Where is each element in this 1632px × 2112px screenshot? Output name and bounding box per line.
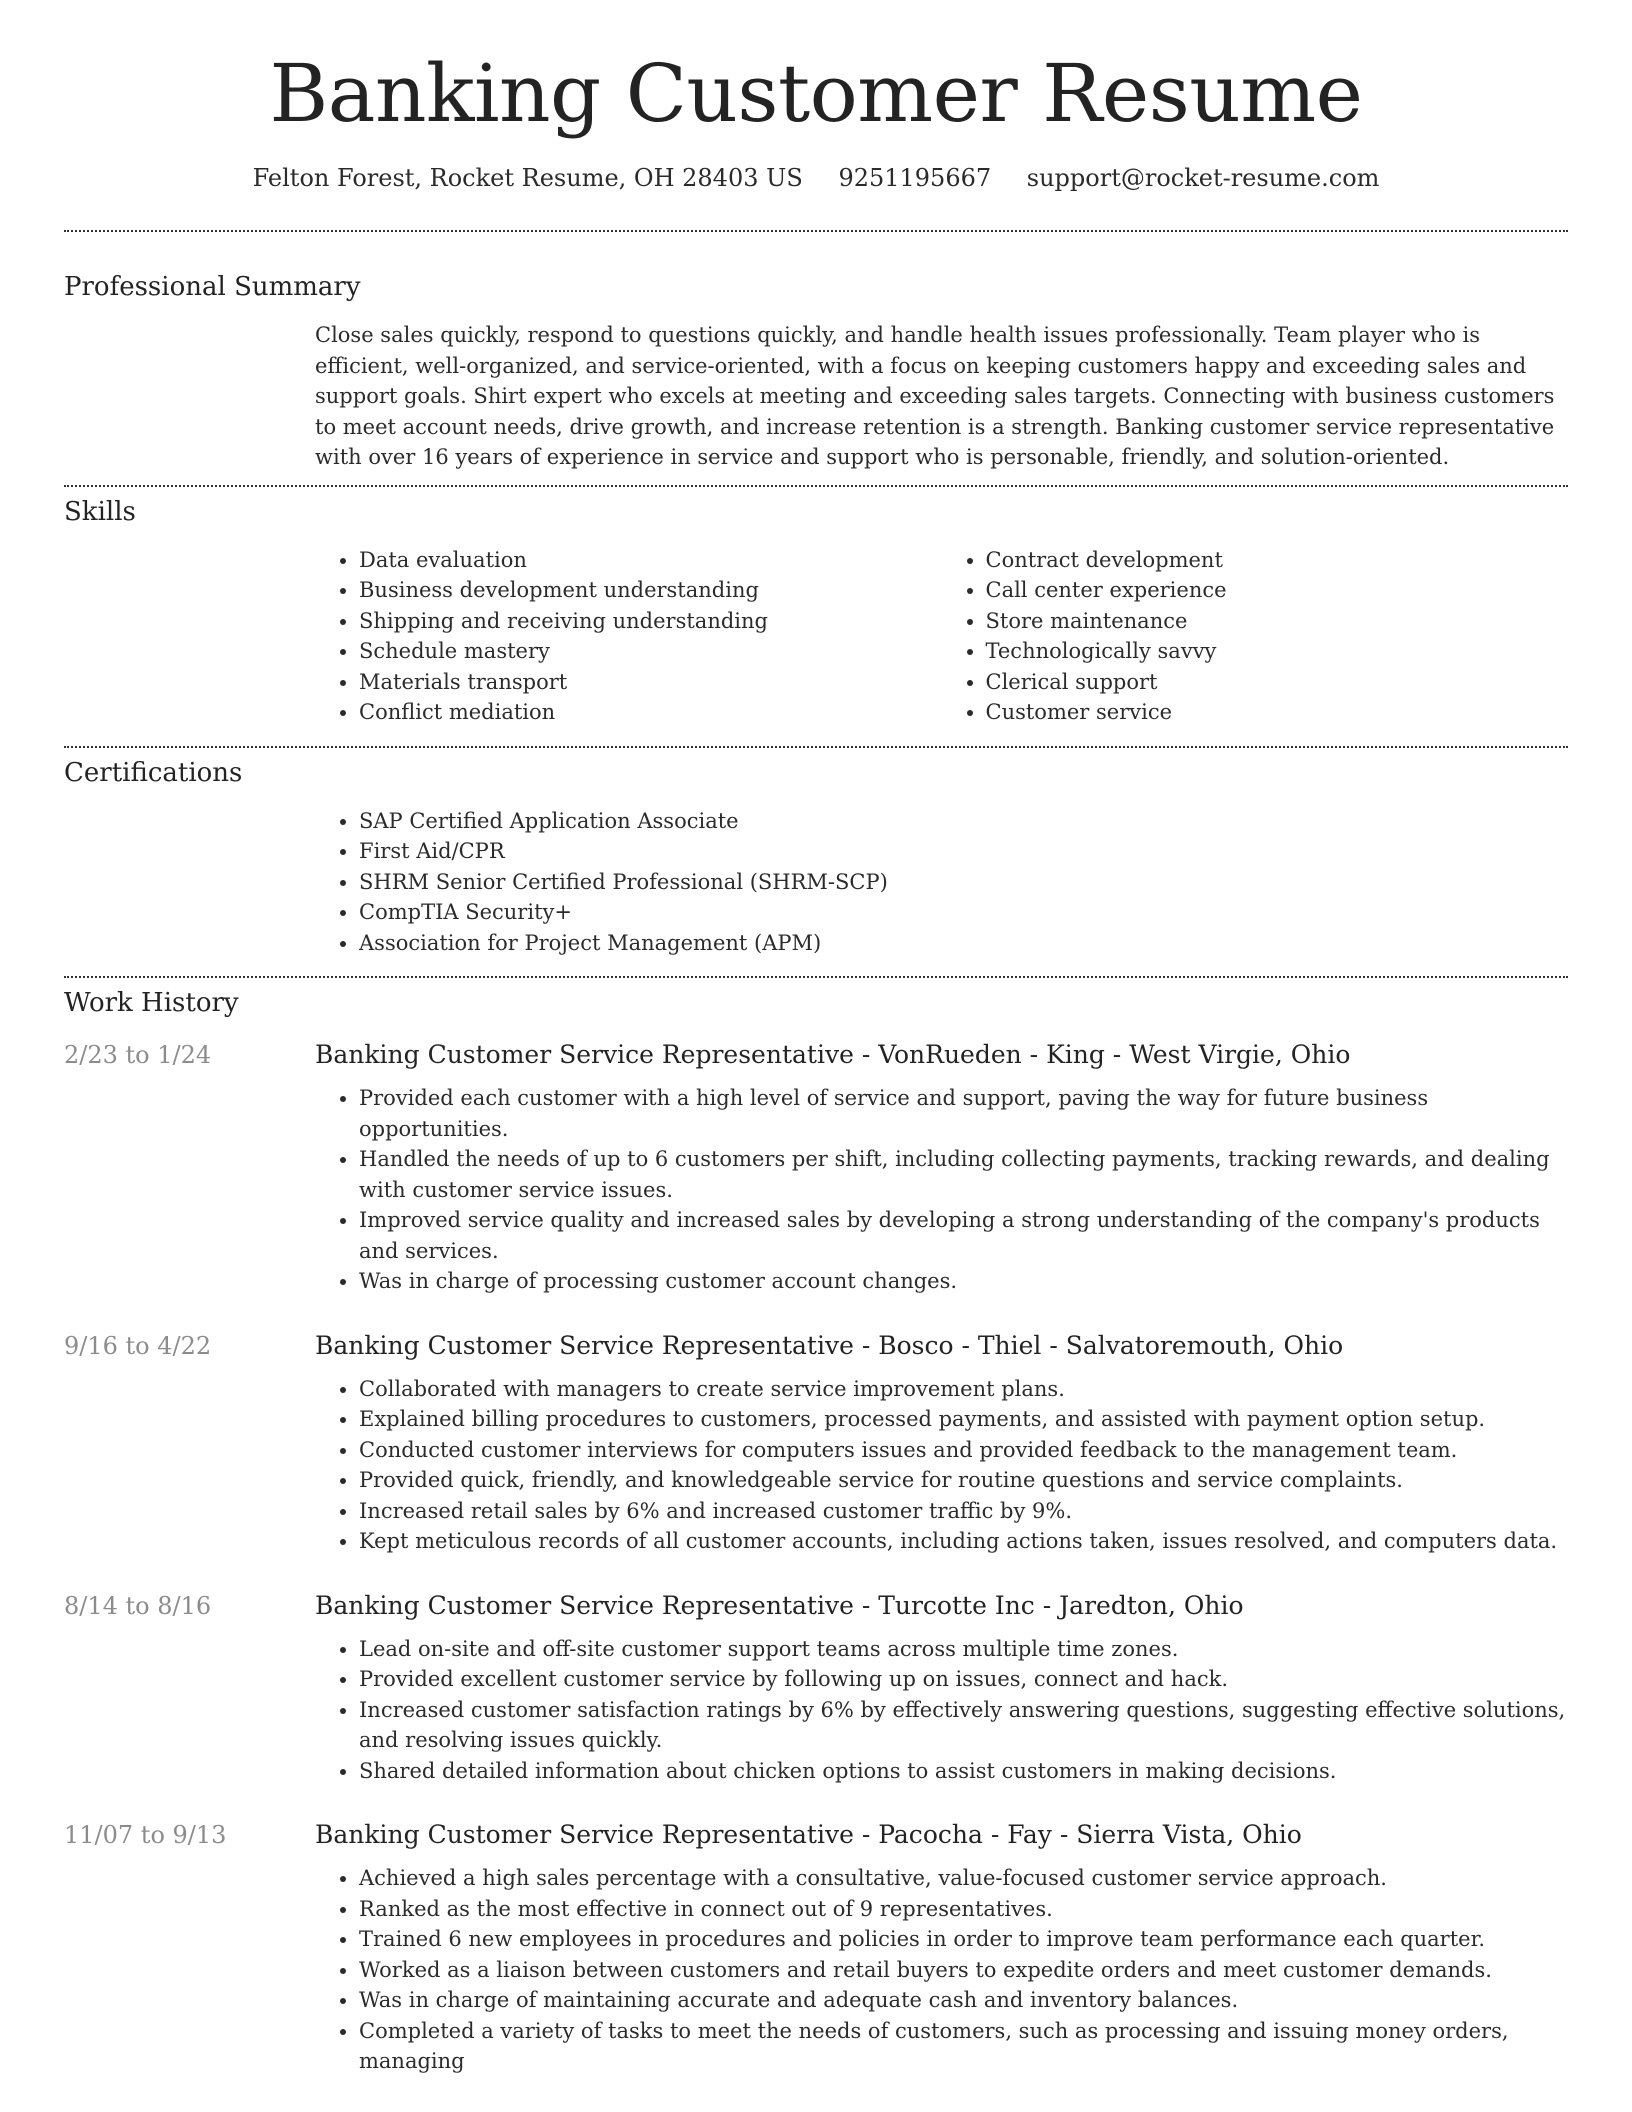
certifications-section	[64, 748, 1568, 959]
job-bullet: • Handled the needs of up to 6 customers per shift, including collecting payments, tracking rewards, and dealing with customer service issues.	[359, 1144, 1568, 1205]
job-entry	[64, 1331, 1568, 1557]
job-bullets	[315, 1634, 1568, 1787]
job-bullet: • Conducted customer interviews for computers issues and provided feedback to the management team.	[359, 1435, 1568, 1466]
skill-item: • Clerical support	[986, 667, 1569, 698]
job-bullet: • Improved service quality and increased sales by developing a strong understanding of the company's products and services.	[359, 1205, 1568, 1266]
job-bullet: • Increased customer satisfaction ratings by 6% by effectively answering questions, suggesting effective solutions, and resolving issues quickly.	[359, 1695, 1568, 1756]
job-dates: 11/07 to 9/13	[64, 1821, 227, 1849]
skill-item: • Technologically savvy	[986, 636, 1569, 667]
summary-section	[64, 232, 1568, 473]
contact-phone: 9251195667	[838, 164, 992, 192]
job-header	[64, 1040, 1568, 1069]
job-entry	[64, 1591, 1568, 1787]
job-bullet: • Worked as a liaison between customers and retail buyers to expedite orders and meet customer demands.	[359, 1955, 1568, 1986]
resume-page	[64, 0, 1568, 2077]
resume-title: Banking Customer Resume	[269, 47, 1363, 140]
job-bullet: • Was in charge of processing customer account changes.	[359, 1266, 1568, 1297]
skill-item: • Customer service	[986, 697, 1569, 728]
job-bullet: • Provided excellent customer service by following up on issues, connect and hack.	[359, 1664, 1568, 1695]
job-bullets	[315, 1863, 1568, 2077]
contact-line	[64, 164, 1568, 192]
summary-heading: Professional Summary	[64, 272, 361, 302]
job-bullet: • Was in charge of maintaining accurate and adequate cash and inventory balances.	[359, 1985, 1568, 2016]
skill-item: • Store maintenance	[986, 606, 1569, 637]
certification-item: • CompTIA Security+	[359, 897, 1568, 928]
job-bullet: • Completed a variety of tasks to meet the needs of customers, such as processing and issuing money orders, managing	[359, 2016, 1568, 2077]
job-bullet: • Shared detailed information about chicken options to assist customers in making decisions.	[359, 1756, 1568, 1787]
job-title: Banking Customer Service Representative - Pacocha - Fay - Sierra Vista, Ohio	[315, 1820, 1302, 1849]
skills-column-right	[942, 545, 1569, 728]
certifications-heading: Certifications	[64, 757, 243, 788]
skill-item: • Business development understanding	[359, 575, 942, 606]
job-header	[64, 1331, 1568, 1360]
skills-list	[315, 545, 1568, 728]
job-bullet: • Collaborated with managers to create service improvement plans.	[359, 1374, 1568, 1405]
job-bullets	[315, 1083, 1568, 1297]
job-bullet: • Ranked as the most effective in connect out of 9 representatives.	[359, 1894, 1568, 1925]
job-dates: 9/16 to 4/22	[64, 1331, 212, 1360]
skill-item: • Schedule mastery	[359, 636, 942, 667]
job-bullet: • Lead on-site and off-site customer support teams across multiple time zones.	[359, 1634, 1568, 1665]
job-title: Banking Customer Service Representative - VonRueden - King - West Virgie, Ohio	[315, 1040, 1351, 1069]
summary-body	[315, 320, 1568, 473]
certification-item: • SAP Certified Application Associate	[359, 806, 1568, 837]
job-header	[64, 1820, 1568, 1849]
resume-header	[64, 0, 1568, 192]
skills-section	[64, 487, 1568, 728]
job-bullet: • Provided quick, friendly, and knowledgeable service for routine questions and service complaints.	[359, 1465, 1568, 1496]
job-dates: 8/14 to 8/16	[64, 1591, 212, 1620]
skill-item: • Data evaluation	[359, 545, 942, 576]
skills-column-left	[315, 545, 942, 728]
job-bullet: • Provided each customer with a high level of service and support, paving the way for future business opportunities.	[359, 1083, 1568, 1144]
job-header	[64, 1591, 1568, 1620]
certifications-list	[315, 806, 1568, 959]
certification-item: • SHRM Senior Certified Professional (SHRM-SCP)	[359, 867, 1568, 898]
certification-item: • First Aid/CPR	[359, 836, 1568, 867]
summary-text: Close sales quickly, respond to questions quickly, and handle health issues professionally. Team player who is efficient, well-organized, and service-oriented, with a focus on keeping customers happy and exceeding sales and support goals. Shirt expert who excels at meeting and exceeding sales targets. Connecting with business customers to meet account needs, drive growth, and increase retention is a strength. Banking customer service representative with over 16 years of experience in service and support who is personable, friendly, and solution-oriented.	[315, 323, 1555, 469]
job-bullet: • Kept meticulous records of all customer accounts, including actions taken, issues resolved, and computers data.	[359, 1526, 1568, 1557]
skill-item: • Materials transport	[359, 667, 942, 698]
job-bullet: • Achieved a high sales percentage with a consultative, value-focused customer service approach.	[359, 1863, 1568, 1894]
job-bullet: • Trained 6 new employees in procedures and policies in order to improve team performance each quarter.	[359, 1924, 1568, 1955]
skill-item: • Conflict mediation	[359, 697, 942, 728]
work-section	[64, 978, 1568, 2077]
job-bullet: • Increased retail sales by 6% and increased customer traffic by 9%.	[359, 1496, 1568, 1527]
job-title: Banking Customer Service Representative - Bosco - Thiel - Salvatoremouth, Ohio	[315, 1330, 1344, 1360]
contact-email: support@rocket-resume.com	[1026, 164, 1380, 192]
job-bullets	[315, 1374, 1568, 1557]
skill-item: • Contract development	[986, 545, 1569, 576]
job-title: Banking Customer Service Representative - Turcotte Inc - Jaredton, Ohio	[315, 1590, 1244, 1620]
skill-item: • Call center experience	[986, 575, 1569, 606]
skill-item: • Shipping and receiving understanding	[359, 606, 942, 637]
work-heading: Work History	[64, 988, 239, 1018]
job-dates: 2/23 to 1/24	[64, 1041, 212, 1069]
skills-heading: Skills	[64, 496, 136, 527]
job-entry	[64, 1820, 1568, 2077]
contact-address: Felton Forest, Rocket Resume, OH 28403 US	[252, 164, 803, 192]
certification-item: • Association for Project Management (APM)	[359, 928, 1568, 959]
job-entry	[64, 1040, 1568, 1297]
job-bullet: • Explained billing procedures to customers, processed payments, and assisted with payment option setup.	[359, 1404, 1568, 1435]
